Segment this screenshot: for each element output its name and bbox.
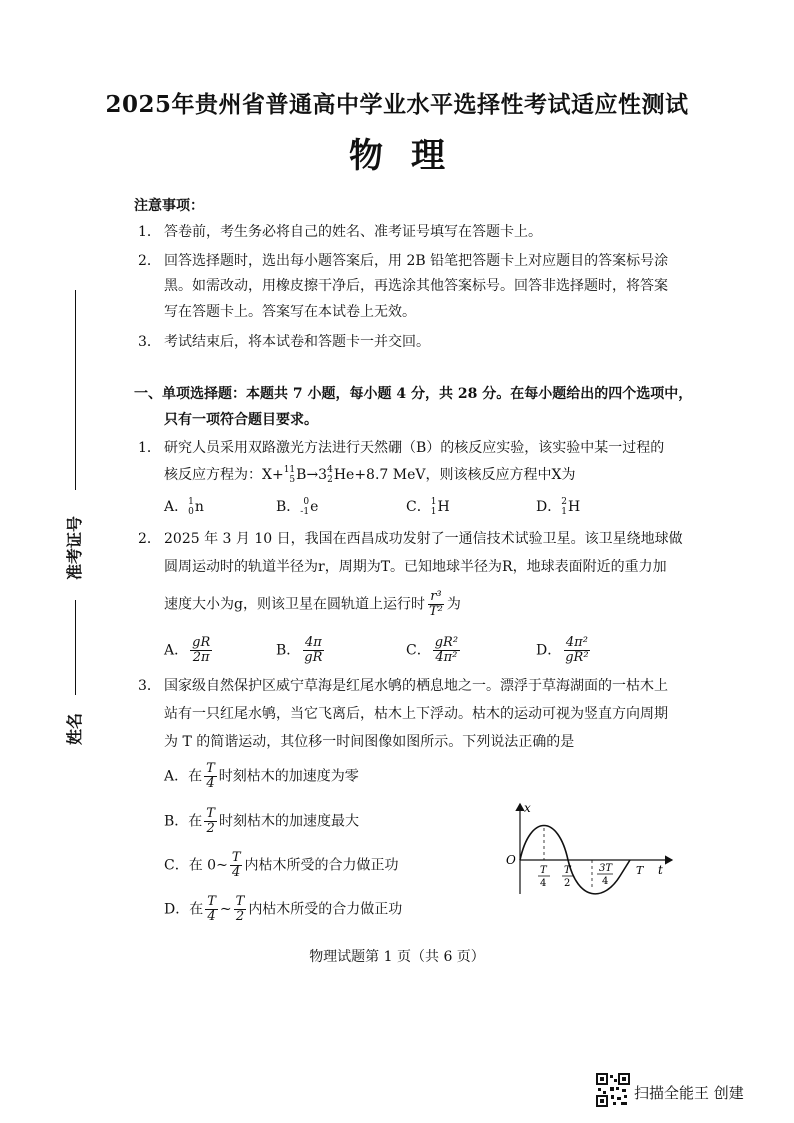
notice-item-2: 2． 回答选择题时，选出每小题答案后，用 2B 铅笔把答题卡上对应题目的答案标号涂 [138, 253, 669, 269]
binding-line-top [75, 290, 76, 490]
qr-code-icon [596, 1073, 630, 1107]
svg-text:2: 2 [564, 878, 571, 889]
svg-text:3T: 3T [599, 863, 613, 874]
q3-option-c[interactable]: C．在 0~ $\frac{T}{4}$ 内枯木所受的合力做正功 [164, 850, 399, 880]
q1-option-b[interactable]: B． 0 -1 e [276, 497, 319, 517]
q2-stem-line3: 速度大小为g，则该卫星在圆轨道上运行时 $\frac{\text{r³}}{\text{T²}}$ 为 [164, 589, 461, 619]
exam-number-label: 准考证号 [65, 515, 84, 580]
exam-title: 2025年贵州省普通高中学业水平选择性考试适应性测试 [105, 91, 689, 118]
scanner-watermark: 扫描全能王 创建 [634, 1084, 744, 1102]
notice-item-2-line3: 写在答题卡上。答案写在本试卷上无效。 [164, 304, 416, 320]
q1-option-a[interactable]: A． 1 0 n [164, 497, 204, 517]
q2-stem: 2． 2025 年 3 月 10 日，我国在西昌成功发射了一通信技术试验卫星。该卫星绕地球做 [138, 531, 683, 547]
notice-item-1: 1． 答卷前，考生务必将自己的姓名、准考证号填写在答题卡上。 [138, 224, 542, 240]
q3-stem: 3． 国家级自然保护区威宁草海是红尾水鸲的栖息地之一。漂浮于草海湖面的一枯木上 [138, 678, 668, 694]
svg-text:T: T [564, 865, 571, 876]
svg-text:4: 4 [540, 878, 547, 889]
q2-stem-line2: 圆周运动时的轨道半径为r，周期为T。已知地球半径为R，地球表面附近的重力加 [164, 559, 667, 575]
section1-heading-line2: 只有一项符合题目要求。 [164, 412, 318, 428]
q1-option-c[interactable]: C． 1 1 H [406, 497, 450, 517]
q3-option-a[interactable]: A．在 $\frac{T}{4}$ 时刻枯木的加速度为零 [164, 761, 359, 791]
notice-heading: 注意事项： [134, 198, 204, 214]
notice-item-3: 3． 考试结束后，将本试卷和答题卡一并交回。 [138, 334, 430, 350]
tick-t: T [636, 864, 644, 877]
name-label: 姓名 [65, 712, 84, 745]
tick-t2 [562, 865, 574, 889]
q2-option-b[interactable]: B． $\frac{4\pi}{gR}$ [276, 635, 323, 665]
svg-text:T: T [540, 865, 547, 876]
displacement-time-graph [500, 798, 690, 898]
q3-option-d[interactable]: D．在 $\frac{T}{4}$ ~ $\frac{T}{2}$ 内枯木所受的合力做正功 [164, 894, 403, 924]
tick-t4 [538, 865, 550, 889]
binding-line-middle [75, 600, 76, 695]
notice-item-2-line2: 黑。如需改动，用橡皮擦干净后，再选涂其他答案标号。回答非选择题时，将答案 [164, 278, 668, 294]
q1-equation: 核反应方程为：X+ 11 5 B→3 4 2 He+8.7 MeV，则该核反应方程中X为 [164, 465, 576, 485]
page-footer: 物理试题第 1 页（共 6 页） [309, 949, 485, 965]
svg-text:4: 4 [602, 876, 609, 887]
q2-option-d[interactable]: D． $\frac{\text{4π²}}{\text{gR²}}$ [536, 635, 589, 665]
subject-title: 物理 [349, 136, 473, 176]
q3-option-b[interactable]: B．在 $\frac{T}{2}$ 时刻枯木的加速度最大 [164, 806, 359, 836]
q3-stem-line2: 站有一只红尾水鸲，当它飞离后，枯木上下浮动。枯木的运动可视为竖直方向周期 [164, 706, 668, 722]
y-axis-label: x [524, 801, 531, 815]
q1-stem: 1． 研究人员采用双路激光方法进行天然硼（B）的核反应实验，该实验中某一过程的 [138, 440, 665, 456]
origin-label: O [506, 853, 516, 867]
x-axis-label: t [658, 863, 663, 877]
q2-option-a[interactable]: A． $\frac{gR}{2\pi}$ [164, 635, 211, 665]
tick-3t4 [597, 863, 613, 887]
q2-option-c[interactable]: C． $\frac{\text{gR²}}{\text{4π²}}$ [406, 635, 459, 665]
q3-stem-line3: 为 T 的简谐运动，其位移一时间图像如图所示。下列说法正确的是 [164, 734, 575, 750]
q1-option-d[interactable]: D． 2 1 H [536, 497, 581, 517]
section1-heading: 一、单项选择题：本题共 7 小题，每小题 4 分，共 28 分。在每小题给出的四个选项中， [134, 386, 693, 402]
